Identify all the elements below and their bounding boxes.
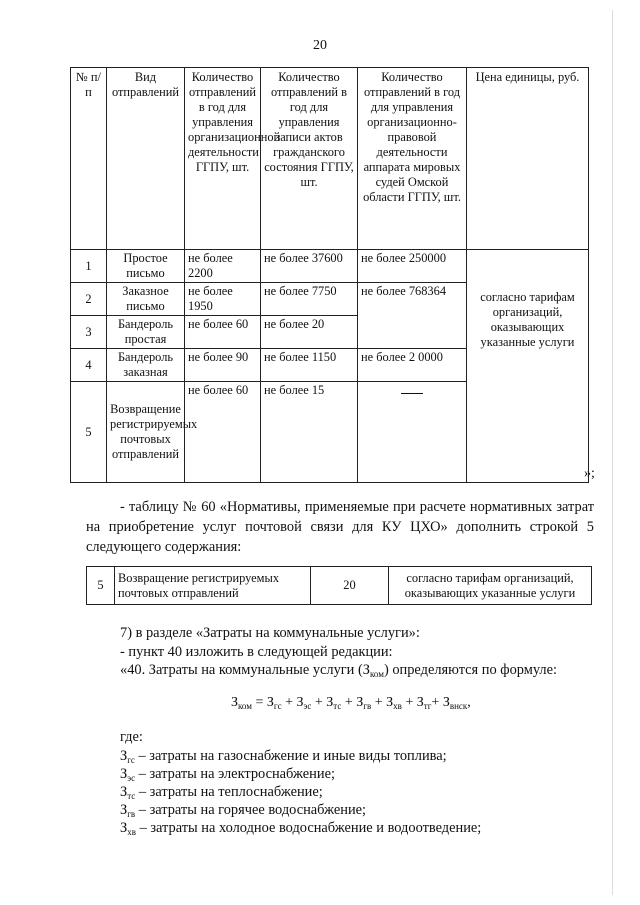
row-num: 4 [71,349,107,382]
header-qty-courts: Количество отправлений в год для управления организационно-правовой деятельности аппарата мировых судей Омской области ГГПУ, шт. [358,68,467,250]
formula-term: З [442,695,450,710]
point40-line: - пункт 40 изложить в следующей редакции: [120,644,393,660]
row-q1: не более 2200 [185,250,261,283]
formula-op: + [431,695,443,710]
row-num: 5 [71,382,107,483]
row-type: Возвращение регистрируемых почтовых отправлений [107,382,185,483]
formula-term: З [266,695,274,710]
def-symbol: З [120,784,128,800]
def-sub: гс [127,755,135,765]
row-q1: не более 60 [185,316,261,349]
row-type: Заказное письмо [107,283,185,316]
table-header-row [71,68,589,250]
row-q1: не более 1950 [185,283,261,316]
table60-row5 [86,566,592,605]
def-text: – затраты на горячее водоснабжение; [135,802,367,818]
dash-symbol [401,393,423,394]
formula-op: + [281,695,297,710]
page-number: 20 [313,38,327,53]
formula-term: З [296,695,304,710]
formula-term: З [326,695,334,710]
def-text: – затраты на электроснабжение; [135,766,335,782]
formula-op: + [311,695,327,710]
formula-lhs-sub: ком [238,701,252,711]
def-symbol: З [120,802,128,818]
def-text: – затраты на холодное водоснабжение и водоотведение; [135,820,482,836]
clause40-suffix: ) определяются по формуле: [383,662,557,678]
clause40-sub: ком [370,669,384,679]
formula [231,693,471,713]
def-symbol: З [120,766,128,782]
row5-price: согласно тарифам организаций, оказывающих указанные услуги [389,567,592,605]
row5-num: 5 [87,567,115,605]
header-qty-org: Количество отправлений в год для управления организационной деятельности ГГПУ, шт. [185,68,261,250]
table60-paragraph: - таблицу № 60 «Нормативы, применяемые при расчете нормативных затрат на приобретение услуг почтовой связи для КУ ЦХО» дополнить строкой 5 следующего содержания: [86,499,594,555]
def-text: – затраты на газоснабжение и иные виды топлива; [134,748,447,764]
definition-line [120,764,335,784]
formula-term-sub: эс [303,701,312,711]
row-num: 1 [71,250,107,283]
definition-line [120,746,447,766]
row-q3: не более 250000 [358,250,467,283]
formula-term-sub: тс [333,701,342,711]
formula-term-sub: тг [423,701,432,711]
formula-op: = [251,695,267,710]
formula-op: + [401,695,417,710]
row-q1: не более 60 [185,382,261,483]
header-qty-zags: Количество отправлений в год для управления записи актов гражданского состояния ГГПУ, шт. [261,68,358,250]
formula-lhs: З [231,695,239,710]
header-num: № п/п [71,68,107,250]
table-row [71,250,589,283]
row-q2: не более 37600 [261,250,358,283]
row-q1: не более 90 [185,349,261,382]
formula-op: + [371,695,387,710]
row5-quantity: 20 [311,567,389,605]
closing-mark: »; [584,466,595,481]
definition-line [120,818,481,838]
header-price: Цена единицы, руб. [467,68,589,250]
formula-term-sub: внск [449,701,468,711]
definition-line [120,800,366,820]
formula-term: З [416,695,424,710]
formula-tail: , [467,695,471,710]
def-text: – затраты на теплоснабжение; [135,784,323,800]
row-type: Простое письмо [107,250,185,283]
formula-term-sub: гв [363,701,372,711]
formula-term: З [356,695,364,710]
postal-services-table [70,67,589,483]
row-q2: не более 1150 [261,349,358,382]
where-label: где: [120,729,143,745]
def-sub: эс [127,773,136,783]
row5-name: Возвращение регистрируемых почтовых отправлений [115,567,311,605]
row-num: 2 [71,283,107,316]
formula-term-sub: хв [393,701,402,711]
row-q3: не более 2 0000 [358,349,467,382]
formula-term: З [386,695,394,710]
formula-op: + [341,695,357,710]
def-symbol: З [120,748,128,764]
price-note: согласно тарифам организаций, оказывающих указанные услуги [467,250,589,483]
def-sub: хв [127,827,136,837]
def-symbol: З [120,820,128,836]
row-q2: не более 15 [261,382,358,483]
formula-term-sub: гс [273,701,282,711]
header-type: Вид отправлений [107,68,185,250]
scan-edge [612,10,613,895]
clause40-line [120,660,557,680]
row-q3: не более 768364 [358,283,467,349]
row-type: Бандероль простая [107,316,185,349]
clause40-prefix: «40. Затраты на коммунальные услуги (З [120,662,370,678]
row-q2: не более 20 [261,316,358,349]
definition-line [120,782,323,802]
def-sub: гв [127,809,136,819]
row-num: 3 [71,316,107,349]
row-q2: не более 7750 [261,283,358,316]
row-q3-dash [358,382,467,483]
section7-heading: 7) в разделе «Затраты на коммунальные услуги»: [120,625,420,641]
row-type: Бандероль заказная [107,349,185,382]
def-sub: тс [127,791,136,801]
